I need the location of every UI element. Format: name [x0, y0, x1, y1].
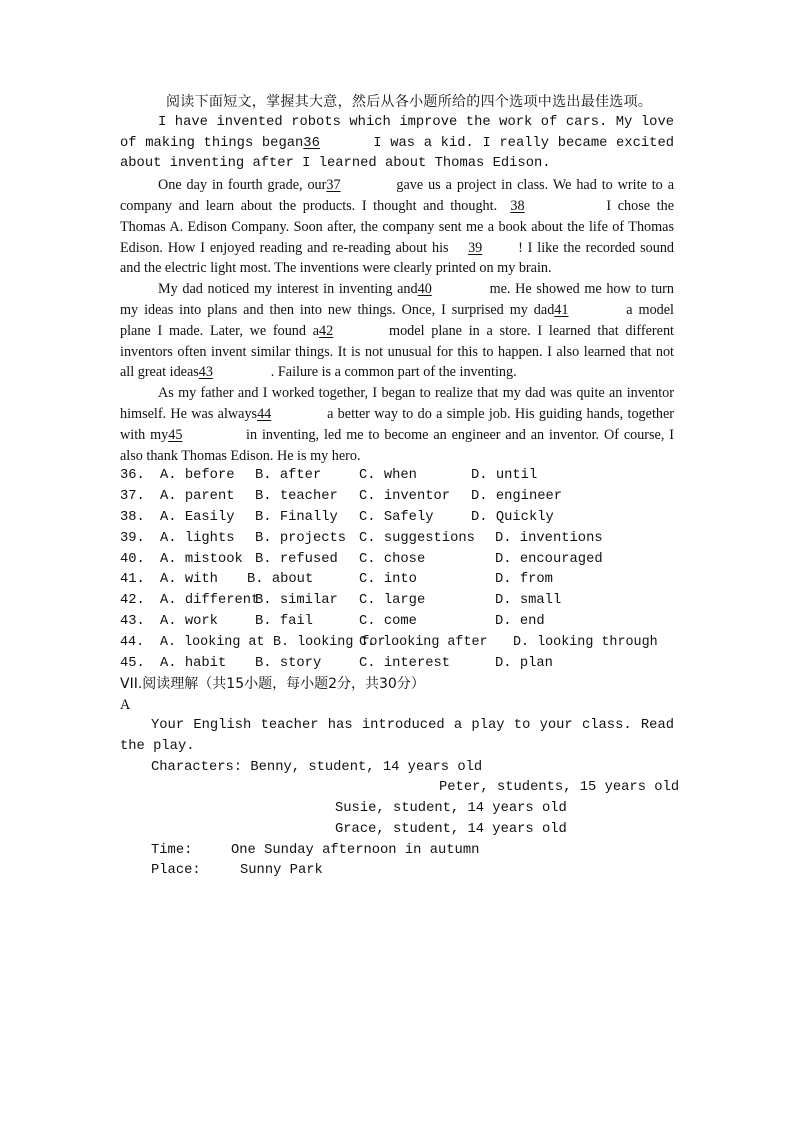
- option-row-43: 43. A. work B. fail C. come D. end: [120, 613, 545, 629]
- option-row-41: 41. A. with B. about C. into D. from: [120, 572, 553, 588]
- section-heading: VII.阅读理解（共15小题，每小题2分，共30分）: [120, 676, 425, 693]
- paragraph-3: My dad noticed my interest in inventing and40 me. He showed me how to turn my ideas into plans and then into new things. Once, I surprised my dad41 a model plane I made. Later, we found a42 model plane in a store. I learned that different inventors often invent similar things. It is not unusual for this to happen. I also learned that not all great ideas43 . Failure is a common part of the inventing.: [120, 279, 674, 383]
- paragraph-2: One day in fourth grade, our37 gave us a project in class. We had to write to a company and learn about the products. I thought and thought. 38 I chose the Thomas A. Edison Company. Soon after, the company sent me a book about the life of Thomas Edison. How I enjoyed reading and re-reading about his 39 ! I like the recorded sound and the electric light most. The inventions were clearly printed on my brain.: [120, 177, 675, 277]
- time-line: Time: One Sunday afternoon in autumn: [151, 842, 480, 858]
- option-row-37: 37. A. parent B. teacher C. inventor D. engineer: [120, 489, 563, 505]
- option-row-36: 36. A. before B. after C. when D. until: [120, 468, 538, 484]
- option-row-40: 40. A. mistook B. refused C. chose D. encouraged: [120, 551, 603, 567]
- character-benny: Benny, student, 14 years old: [250, 759, 483, 775]
- play-intro: Your English teacher has introduced a play to your class. Read the play.: [120, 717, 674, 754]
- blank-40: 40: [417, 281, 432, 298]
- option-row-42: 42. A. different B. similar C. large D. small: [120, 593, 562, 609]
- blank-44: 44: [257, 405, 272, 422]
- options-list: [120, 466, 674, 674]
- blank-43: 43: [198, 364, 213, 381]
- character-susie: Susie, student, 14 years old: [335, 801, 567, 817]
- blank-36: 36: [303, 135, 320, 151]
- blank-41: 41: [554, 301, 569, 318]
- blank-38: 38: [510, 197, 525, 214]
- blank-42: 42: [319, 322, 334, 339]
- place-line: Place: Sunny Park: [151, 863, 323, 879]
- option-row-44: 44. A. looking at B. looking for C. looking after D. looking through: [120, 634, 658, 650]
- characters-line: Characters: Benny, student, 14 years old: [151, 759, 483, 775]
- section-part-label: A: [120, 697, 131, 714]
- blank-39: 39: [468, 239, 483, 256]
- option-row-45: 45. A. habit B. story C. interest D. plan: [120, 655, 553, 671]
- blank-45: 45: [168, 426, 183, 443]
- document-page: [120, 92, 680, 882]
- blank-37: 37: [326, 177, 341, 194]
- option-row-38: 38. A. Easily B. Finally C. Safely D. Quickly: [120, 509, 554, 525]
- paragraph-4: As my father and I worked together, I began to realize that my dad was quite an inventor himself. He was always44 a better way to do a simple job. His guiding hands, together with my45 in inventing, led me to become an engineer and an inventor. Of course, I also thank Thomas Edison. He is my hero.: [120, 385, 675, 464]
- character-grace: Grace, student, 14 years old: [335, 821, 567, 837]
- paragraph-1: I have invented robots which improve the work of cars. My love of making things began36 I was a kid. I really became excited about inventing after I learned about Thomas Edison.: [120, 114, 675, 172]
- character-peter: Peter, students, 15 years old: [439, 780, 680, 796]
- option-row-39: 39. A. lights B. projects C. suggestions D. inventions: [120, 530, 603, 546]
- instruction-text: 阅读下面短文，掌握其大意，然后从各小题所给的四个选项中选出最佳选项。: [166, 94, 653, 110]
